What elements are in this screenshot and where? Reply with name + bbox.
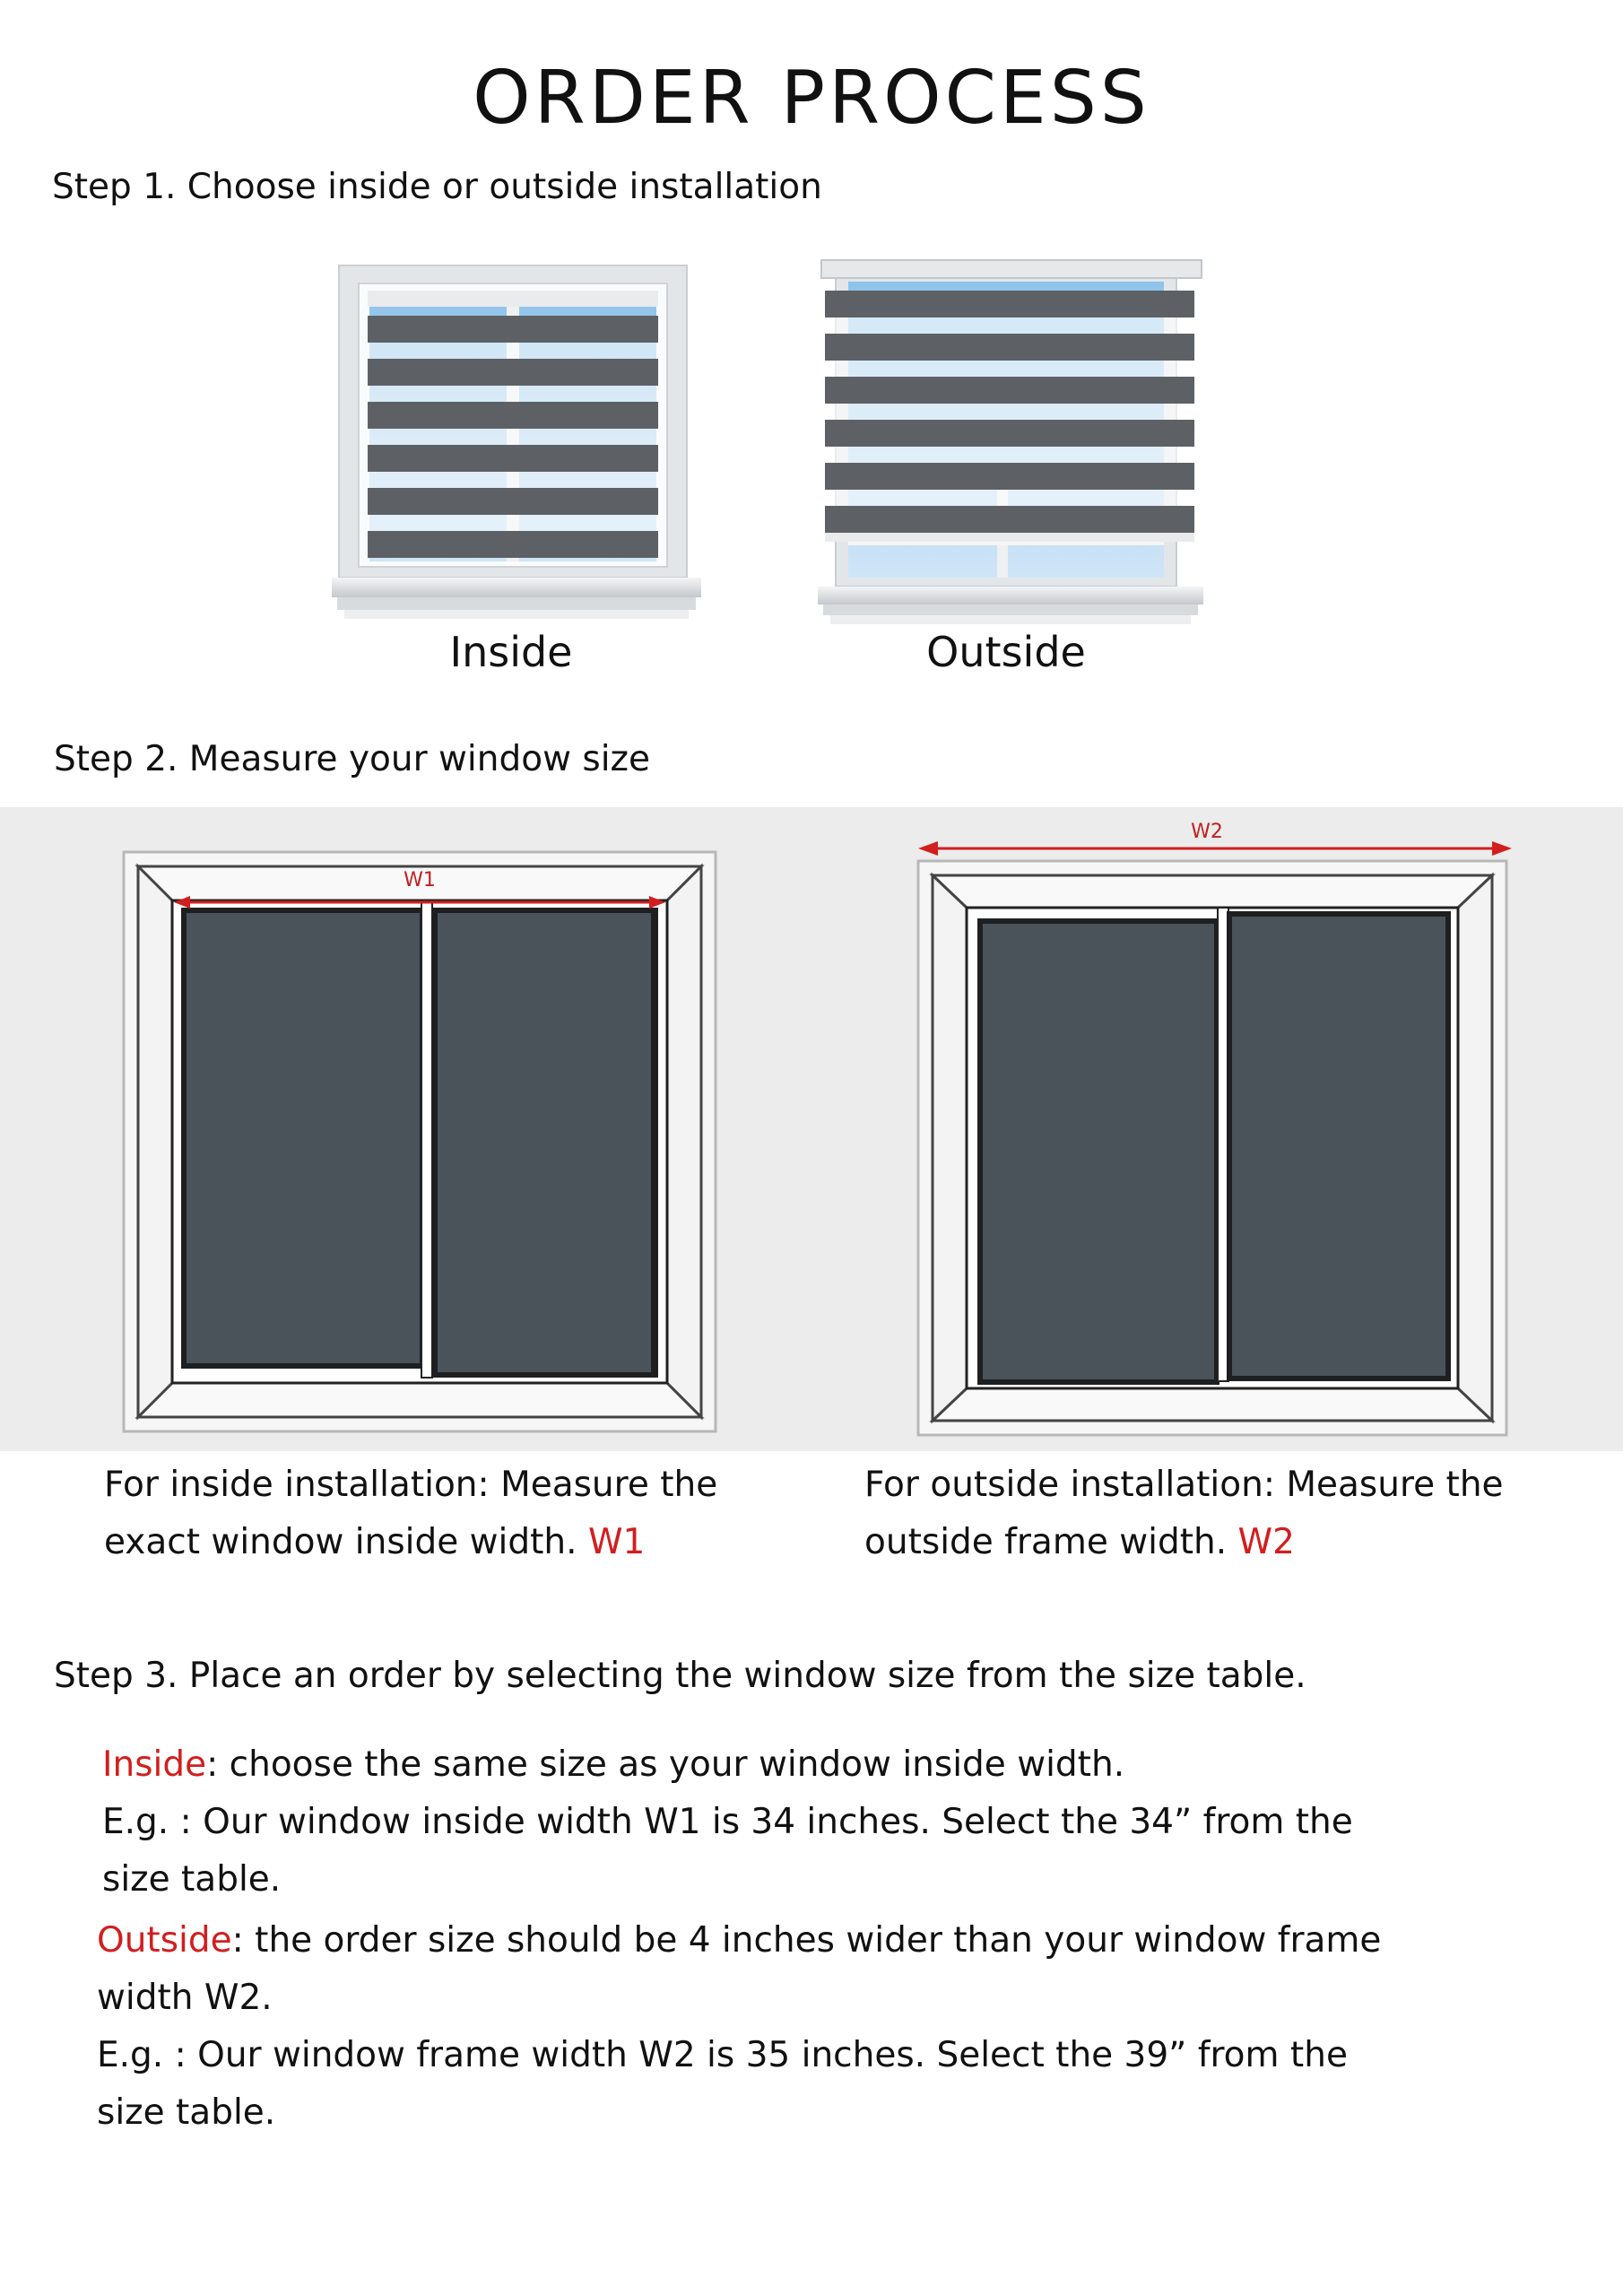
step1-heading: Step 1. Choose inside or outside installation: [52, 167, 822, 207]
outside-keyword: Outside: [97, 1920, 232, 1961]
outside-example-line2: size table.: [97, 2092, 276, 2133]
inside-window-diagram: [122, 850, 717, 1433]
inside-instructions: [102, 1736, 1353, 1909]
step2-heading: Step 2. Measure your window size: [54, 739, 651, 779]
outside-instructions: [97, 1912, 1381, 2142]
outside-label: Outside: [926, 628, 1086, 676]
inside-keyword: Inside: [102, 1744, 207, 1785]
outside-rule-text: : the order size should be 4 inches wider than your window frame: [231, 1920, 1382, 1961]
outside-measure-line2-text: outside frame width.: [864, 1522, 1238, 1562]
inside-measure-line2-text: exact window inside width.: [104, 1522, 588, 1562]
outside-window-diagram: [915, 816, 1521, 1440]
inside-measure-text: [104, 1457, 717, 1571]
inside-measure-line1: For inside installation: Measure the: [104, 1465, 718, 1505]
inside-label: Inside: [449, 628, 573, 676]
inside-blind-image: [332, 260, 701, 637]
outside-example-line1: E.g. : Our window frame width W2 is 35 inches. Select the 39” from the: [97, 2035, 1348, 2075]
inside-example-line2: size table.: [102, 1859, 282, 1900]
outside-rule-line2: width W2.: [97, 1978, 273, 2018]
outside-measure-text: [864, 1457, 1504, 1571]
w2-marker-label: W2: [1191, 821, 1223, 843]
outside-measure-line2: [864, 1514, 1504, 1571]
inside-rule-text: : choose the same size as your window inside width.: [206, 1744, 1125, 1785]
step3-heading: Step 3. Place an order by selecting the window size from the size table.: [54, 1656, 1306, 1696]
outside-rule-line: [97, 1912, 1381, 1970]
outside-measure-w2: W2: [1237, 1522, 1295, 1562]
page-title: ORDER PROCESS: [473, 56, 1150, 141]
outside-measure-line1: For outside installation: Measure the: [864, 1465, 1504, 1505]
inside-example-line1: E.g. : Our window inside width W1 is 34 inches. Select the 34” from the: [102, 1802, 1353, 1842]
w1-marker-label: W1: [404, 869, 436, 891]
inside-measure-w1: W1: [587, 1522, 646, 1562]
inside-measure-line2: [104, 1514, 717, 1571]
outside-blind-image: [818, 255, 1203, 637]
inside-rule-line: [102, 1736, 1353, 1794]
